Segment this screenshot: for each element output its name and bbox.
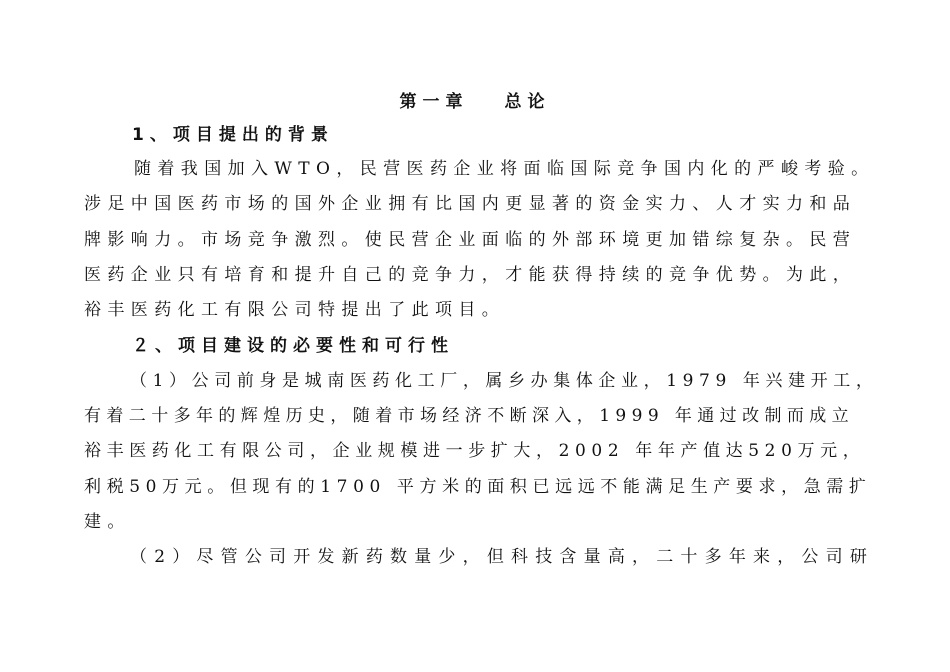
section-1-heading: 1、项目提出的背景 — [132, 125, 334, 145]
paragraph-line: 利税50万元。但现有的1700 平方米的面积已远远不能满足生产要求，急需扩 — [84, 477, 872, 497]
chapter-name: 总论 — [504, 92, 551, 112]
paragraph-line: 有着二十多年的辉煌历史，随着市场经济不断深入，1999 年通过改制而成立 — [84, 406, 855, 426]
paragraph-line: 涉足中国医药市场的国外企业拥有比国内更显著的资金实力、人才实力和品 — [84, 194, 857, 214]
paragraph-line: 随着我国加入WTO，民营医药企业将面临国际竞争国内化的严峻考验。 — [134, 159, 875, 179]
paragraph-line: 裕丰医药化工有限公司特提出了此项目。 — [84, 300, 506, 320]
chapter-title — [0, 92, 950, 112]
paragraph-line: （2）尽管公司开发新药数量少，但科技含量高，二十多年来，公司研 — [130, 547, 875, 567]
paragraph-line: 裕丰医药化工有限公司，企业规模进一步扩大，2002 年年产值达520万元， — [84, 441, 866, 461]
paragraph-line: （1）公司前身是城南医药化工厂，属乡办集体企业，1979 年兴建开工， — [130, 371, 879, 391]
paragraph-line: 牌影响力。市场竞争激烈。使民营企业面临的外部环境更加错综复杂。民营 — [84, 230, 857, 250]
paragraph-line: 建。 — [84, 512, 131, 532]
chapter-label: 第一章 — [399, 92, 469, 112]
section-2-heading: ２、项目建设的必要性和可行性 — [132, 336, 454, 356]
paragraph-line: 医药企业只有培育和提升自己的竞争力，才能获得持续的竞争优势。为此， — [84, 265, 857, 285]
